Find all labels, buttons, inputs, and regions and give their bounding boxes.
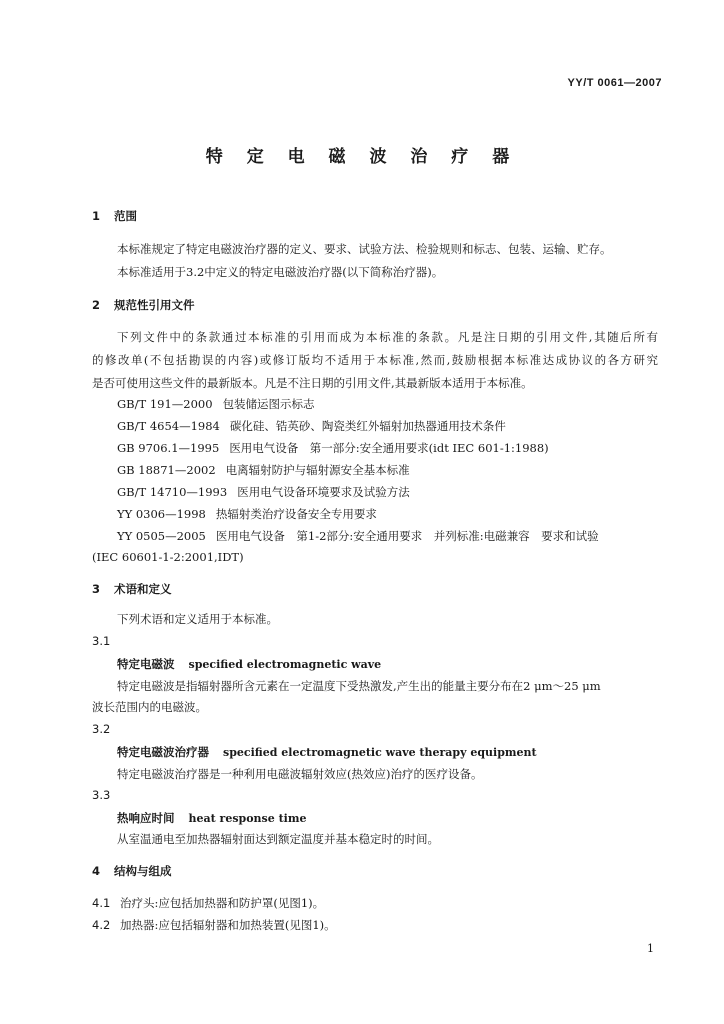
section-title: 范围 [114,209,137,223]
term-heading [117,656,381,673]
reference-code: YY 0306—1998 [117,507,206,521]
section-title: 术语和定义 [114,582,172,596]
section-4-heading [92,863,172,879]
document-title: 特 定 电 磁 波 治 疗 器 [205,147,519,167]
section-number: 2 [92,298,101,312]
reference-item [117,484,410,500]
item-text: 治疗头:应包括加热器和防护罩(见图1)。 [120,896,325,910]
section-3-intro: 下列术语和定义适用于本标准。 [117,612,278,626]
term-number: 3.3 [92,788,111,802]
reference-item [117,418,506,434]
reference-item [117,440,549,456]
reference-continuation: (IEC 60601-1-2:2001,IDT) [92,550,244,564]
term-number: 3.1 [92,634,111,648]
section-number: 1 [92,209,101,223]
section-2-intro-line: 的修改单(不包括勘误的内容)或修订版均不适用于本标准,然而,鼓励根据本标准达成协议的各方研究 [92,353,658,367]
section-3-heading [92,581,172,597]
section-2-intro-line: 是否可使用这些文件的最新版本。凡是不注日期的引用文件,其最新版本适用于本标准。 [92,376,533,390]
item-number: 4.1 [92,896,111,910]
reference-code: GB/T 14710—1993 [117,485,228,499]
item-number: 4.2 [92,918,111,932]
reference-item [117,462,410,478]
section-1-paragraph: 本标准规定了特定电磁波治疗器的定义、要求、试验方法、检验规则和标志、包装、运输、贮存。 [117,242,612,256]
term-chinese: 特定电磁波治疗器 [117,745,209,759]
term-definition-line: 波长范围内的电磁波。 [92,700,207,714]
section-title: 规范性引用文件 [114,298,195,312]
section-4-item [92,917,336,933]
section-2-intro-line: 下列文件中的条款通过本标准的引用而成为本标准的条款。凡是注日期的引用文件,其随后所有 [117,330,658,344]
section-4-item [92,895,324,911]
reference-title: 包装储运图示标志 [222,397,315,411]
reference-title: 医用电气设备 第1-2部分:安全通用要求 并列标准:电磁兼容 要求和试验 [215,529,599,543]
reference-code: GB 18871—2002 [117,463,216,477]
section-number: 3 [92,582,101,596]
section-title: 结构与组成 [114,864,172,878]
term-english: specified electromagnetic wave [188,658,382,671]
term-definition-line: 特定电磁波是指辐射器所含元素在一定温度下受热激发,产生出的能量主要分布在2 μm～25 μm [117,679,601,693]
section-number: 4 [92,864,101,878]
reference-title: 医用电气设备 第一部分:安全通用要求(idt IEC 601-1:1988) [229,441,549,455]
section-2-heading [92,297,195,313]
reference-title: 电离辐射防护与辐射源安全基本标准 [225,463,410,477]
reference-title: 碳化硅、锆英砂、陶瓷类红外辐射加热器通用技术条件 [229,419,506,433]
term-definition-line: 特定电磁波治疗器是一种利用电磁波辐射效应(热效应)治疗的医疗设备。 [117,767,483,781]
section-1-paragraph: 本标准适用于3.2中定义的特定电磁波治疗器(以下简称治疗器)。 [117,265,444,279]
reference-code: GB/T 4654—1984 [117,419,220,433]
reference-item [117,506,377,522]
reference-code: GB 9706.1—1995 [117,441,220,455]
page-number: 1 [647,942,654,955]
term-english: heat response time [188,812,307,825]
item-text: 加热器:应包括辐射器和加热装置(见图1)。 [120,918,336,932]
standard-number: YY/T 0061—2007 [567,77,662,89]
section-1-heading [92,208,137,224]
reference-code: GB/T 191—2000 [117,397,213,411]
reference-title: 医用电气设备环境要求及试验方法 [237,485,410,499]
term-chinese: 特定电磁波 [117,657,175,671]
term-chinese: 热响应时间 [117,811,175,825]
term-number: 3.2 [92,722,111,736]
reference-item [117,528,599,544]
term-heading [117,744,537,761]
reference-title: 热辐射类治疗设备安全专用要求 [215,507,377,521]
term-heading [117,810,306,827]
term-english: specified electromagnetic wave therapy equipment [223,746,537,759]
reference-code: YY 0505—2005 [117,529,206,543]
term-definition-line: 从室温通电至加热器辐射面达到额定温度并基本稳定时的时间。 [117,832,439,846]
reference-item [117,396,315,412]
